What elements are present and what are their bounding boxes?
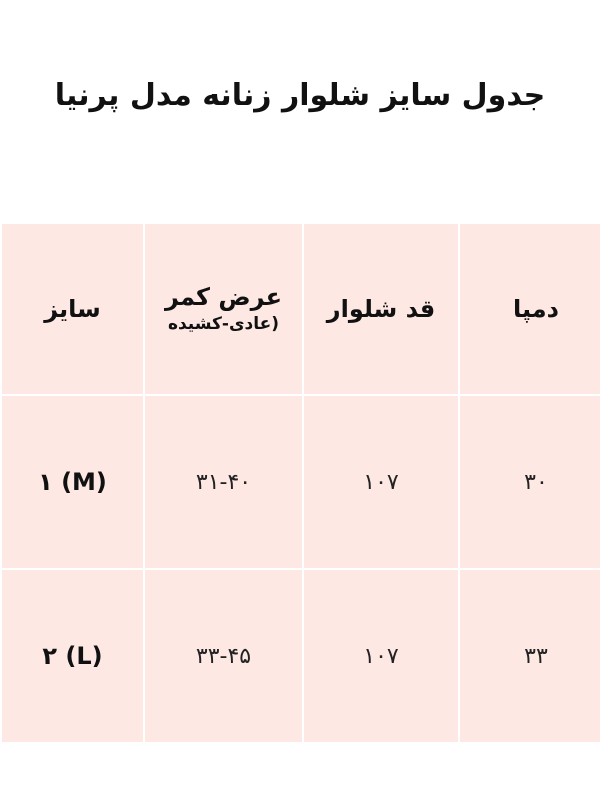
header-hem-cell (459, 223, 600, 395)
waist-cell (144, 569, 303, 743)
table-row (1, 569, 600, 743)
length-value: ۱۰۷ (363, 643, 399, 669)
header-length: قد شلوار (326, 295, 436, 323)
waist-value: ۳۳-۴۵ (195, 643, 252, 669)
header-size: سایز (44, 295, 101, 323)
header-size-cell (1, 223, 144, 395)
header-length-cell (303, 223, 459, 395)
size-cell (1, 395, 144, 569)
size-table (0, 222, 600, 744)
waist-cell (144, 395, 303, 569)
waist-value: ۳۱-۴۰ (195, 469, 252, 495)
hem-value: ۳۰ (524, 469, 548, 495)
table-header-row (1, 223, 600, 395)
header-hem: دمپا (513, 295, 559, 323)
length-cell (303, 569, 459, 743)
size-value: ۱ (M) (38, 468, 107, 496)
size-cell (1, 569, 144, 743)
hem-cell (459, 569, 600, 743)
length-cell (303, 395, 459, 569)
length-value: ۱۰۷ (363, 469, 399, 495)
header-waist-note: (عادی-کشیده (167, 314, 280, 334)
hem-cell (459, 395, 600, 569)
hem-value: ۳۳ (524, 643, 548, 669)
header-waist-cell (144, 223, 303, 395)
size-value: ۲ (L) (42, 642, 103, 670)
header-waist: عرض کمر (165, 283, 282, 311)
page-title: جدول سایز شلوار زنانه مدل پرنیا (54, 78, 546, 113)
table-row (1, 395, 600, 569)
